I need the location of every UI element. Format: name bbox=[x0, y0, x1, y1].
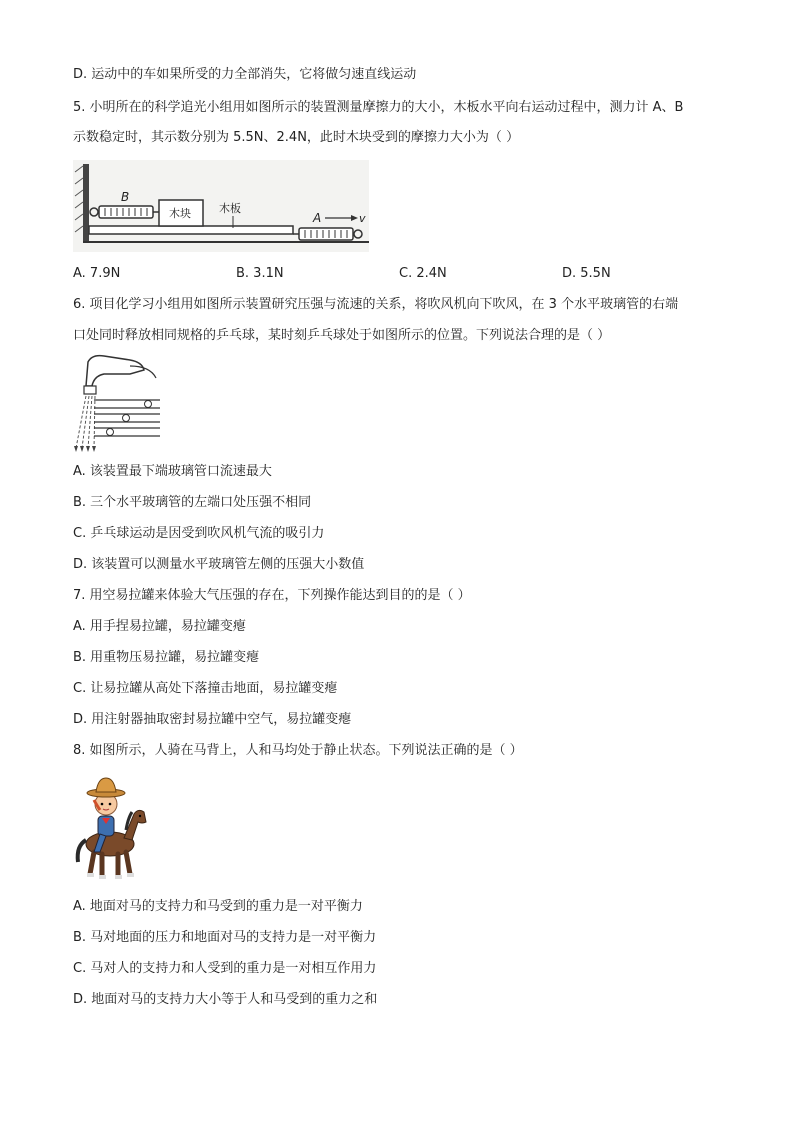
q7-option-a[interactable]: A. 用手捏易拉罐，易拉罐变瘪 bbox=[73, 619, 246, 634]
cowboy-eye-right bbox=[109, 803, 112, 806]
cowboy-hat-icon bbox=[96, 778, 116, 792]
q8-option-d[interactable]: D. 地面对马的支持力大小等于人和马受到的重力之和 bbox=[73, 992, 378, 1007]
q7-option-b[interactable]: B. 用重物压易拉罐，易拉罐变瘪 bbox=[73, 650, 260, 665]
spring-scale-a bbox=[299, 228, 353, 240]
airflow-lines bbox=[76, 396, 95, 448]
label-v: v bbox=[359, 212, 366, 225]
ping-pong-ball-top bbox=[145, 401, 152, 408]
q6-option-a[interactable]: A. 该装置最下端玻璃管口流速最大 bbox=[73, 464, 272, 479]
q8-cowboy-horse-figure bbox=[72, 774, 152, 882]
q8-option-a[interactable]: A. 地面对马的支持力和马受到的重力是一对平衡力 bbox=[73, 899, 363, 914]
q6-stem-line1: 6. 项目化学习小组用如图所示装置研究压强与流速的关系，将吹风机向下吹风，在 3 个水平玻璃管的右端 bbox=[73, 297, 679, 312]
ping-pong-ball-bottom bbox=[107, 429, 114, 436]
q6-option-d[interactable]: D. 该装置可以测量水平玻璃管左侧的压强大小数值 bbox=[73, 557, 365, 572]
q5-option-b[interactable]: B. 3.1N bbox=[236, 266, 284, 281]
q6-stem-line2: 口处同时释放相同规格的乒乓球，某时刻乒乓球处于如图所示的位置。下列说法合理的是（ ） bbox=[73, 328, 611, 343]
q7-option-c[interactable]: C. 让易拉罐从高处下落撞击地面，易拉罐变瘪 bbox=[73, 681, 338, 696]
label-board: 木板 bbox=[219, 202, 241, 215]
dryer-nozzle bbox=[84, 386, 96, 394]
q8-option-b[interactable]: B. 马对地面的压力和地面对马的支持力是一对平衡力 bbox=[73, 930, 377, 945]
label-a: A bbox=[313, 211, 322, 225]
q5-stem-line2: 示数稳定时，其示数分别为 5.5N、2.4N，此时木块受到的摩擦力大小为（ ） bbox=[73, 130, 520, 145]
spring-scale-b bbox=[99, 206, 153, 218]
horse-tail bbox=[78, 840, 86, 862]
q6-option-c[interactable]: C. 乒乓球运动是因受到吹风机气流的吸引力 bbox=[73, 526, 325, 541]
q5-friction-figure bbox=[73, 160, 369, 252]
q5-stem-line1: 5. 小明所在的科学追光小组用如图所示的装置测量摩擦力的大小，木板水平向右运动过程中，测力计 A、B bbox=[73, 100, 684, 115]
ping-pong-ball-middle bbox=[123, 415, 130, 422]
q5-option-c[interactable]: C. 2.4N bbox=[399, 266, 447, 281]
q7-option-d[interactable]: D. 用注射器抽取密封易拉罐中空气，易拉罐变瘪 bbox=[73, 712, 352, 727]
label-b: B bbox=[121, 190, 130, 204]
hair-dryer-icon bbox=[86, 356, 144, 386]
q6-hairdryer-figure bbox=[70, 352, 162, 454]
q8-option-c[interactable]: C. 马对人的支持力和人受到的重力是一对相互作用力 bbox=[73, 961, 377, 976]
q7-stem: 7. 用空易拉罐来体验大气压强的存在，下列操作能达到目的的是（ ） bbox=[73, 588, 471, 603]
horse-eye bbox=[139, 815, 141, 817]
label-block: 木块 bbox=[169, 207, 191, 220]
wooden-board bbox=[89, 226, 293, 234]
airflow-arrowheads bbox=[74, 446, 96, 452]
wall bbox=[83, 164, 89, 242]
cowboy-eye-left bbox=[101, 803, 104, 806]
q5-option-d[interactable]: D. 5.5N bbox=[562, 266, 611, 281]
q6-option-b[interactable]: B. 三个水平玻璃管的左端口处压强不相同 bbox=[73, 495, 312, 510]
q5-options bbox=[73, 265, 733, 283]
q5-option-a[interactable]: A. 7.9N bbox=[73, 266, 121, 281]
q4-option-d: D. 运动中的车如果所受的力全部消失，它将做匀速直线运动 bbox=[73, 67, 417, 82]
q8-stem: 8. 如图所示，人骑在马背上，人和马均处于静止状态。下列说法正确的是（ ） bbox=[73, 743, 523, 758]
horse-hooves bbox=[87, 873, 134, 879]
